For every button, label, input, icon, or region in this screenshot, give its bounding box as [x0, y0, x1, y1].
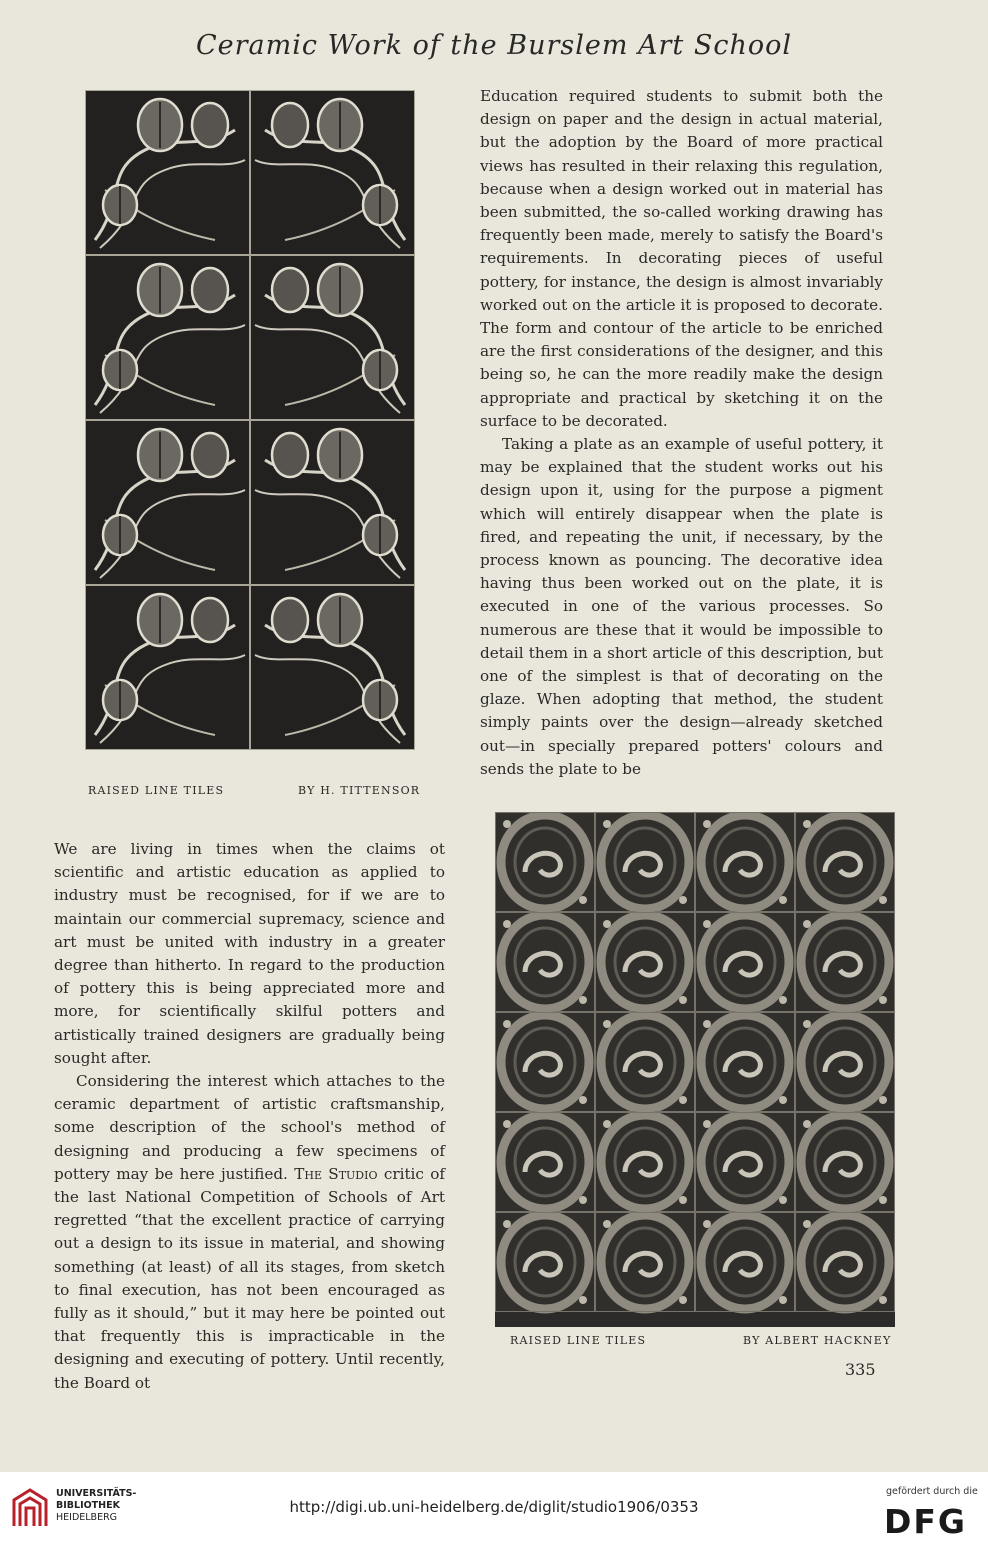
tile-illustration-hackney: [495, 812, 895, 1327]
digitization-footer: [0, 1472, 988, 1547]
tile-illustration-tittensor: [85, 90, 415, 750]
library-name-line: BIBLIOTHEK: [56, 1500, 120, 1511]
publication-name: The Studio: [294, 1164, 378, 1183]
running-head: Ceramic Work of the Burslem Art School: [195, 30, 793, 61]
figure-caption-credit: BY ALBERT HACKNEY: [743, 1334, 892, 1347]
funding-note: gefördert durch die: [886, 1486, 978, 1497]
paragraph: We are living in times when the claims ot scientific and artistic education as applied to industry must be recognised, for if we are to maintain our commercial supremacy, science and art must be united with industry in a greater degree than hitherto. In regard to the production of pottery this is being appreciated more and more, for scientifically skilful potters and artistically trained designers are gradually being sought after.: [54, 840, 445, 1067]
library-name-line: HEIDELBERG: [56, 1512, 118, 1523]
figure-caption-left: RAISED LINE TILES: [88, 784, 225, 797]
paragraph: [54, 1070, 445, 1395]
tile-illustration-graphic: [85, 90, 415, 750]
paragraph-text: critic of the last National Competition of Schools of Art regretted “that the excellent practice of carrying out a design to its issue in material, and showing something (at least) of all its stages, from sketch to final execution, has not been encouraged as fully as it should,” but it may here be pointed out that frequently this is impracticable in the designing and executing of pottery. Until recently, the Board ot: [54, 1164, 446, 1392]
page-number: 335: [845, 1360, 876, 1379]
text-column-left: [54, 838, 445, 1395]
paragraph: Taking a plate as an example of useful pottery, it may be explained that the student works out his design upon it, using for the purpose a pigment which will entirely disappear when the plate is fired, and repeating the unit, if necessary, by the process known as pouncing. The decorative idea having thus been worked out on the plate, it is executed in one of the various processes. So numerous are these that it would be impossible to detail them in a short article of this description, but one of the simplest is that of decorating on the glaze. When adopting that method, the student simply paints over the design—already sketched out—in specially prepared potters' colours and sends the plate to be: [480, 435, 883, 778]
tile-illustration-graphic: [495, 812, 895, 1327]
text-column-right: [480, 85, 883, 781]
figure-caption-credit: BY H. TITTENSOR: [298, 784, 421, 797]
library-name-line: UNIVERSITÄTS-: [56, 1488, 137, 1499]
permalink-url[interactable]: http://digi.ub.uni-heidelberg.de/diglit/studio1906/0353: [289, 1498, 699, 1516]
dfg-logo: DFG: [884, 1502, 968, 1541]
paragraph: Education required students to submit both the design on paper and the design in actual material, but the adoption by the Board of more practical views has resulted in their relaxing this regulation, because when a design worked out in material has been submitted, the so-called working drawing has frequently been made, merely to satisfy the Board's requirements. In decorating pieces of useful pottery, for instance, the design is almost invariably worked out on the article it is proposed to decorate. The form and contour of the article to be enriched are the first considerations of the designer, and this being so, he can the more readily make the design appropriate and practical by sketching it on the surface to be decorated.: [480, 87, 883, 430]
figure-caption-left: RAISED LINE TILES: [510, 1334, 647, 1347]
paragraph-text: Considering the interest which attaches to the ceramic department of artistic craftsmanship, some description of the school's method of designing and producing a few specimens of pottery may be here justified.: [54, 1072, 445, 1183]
